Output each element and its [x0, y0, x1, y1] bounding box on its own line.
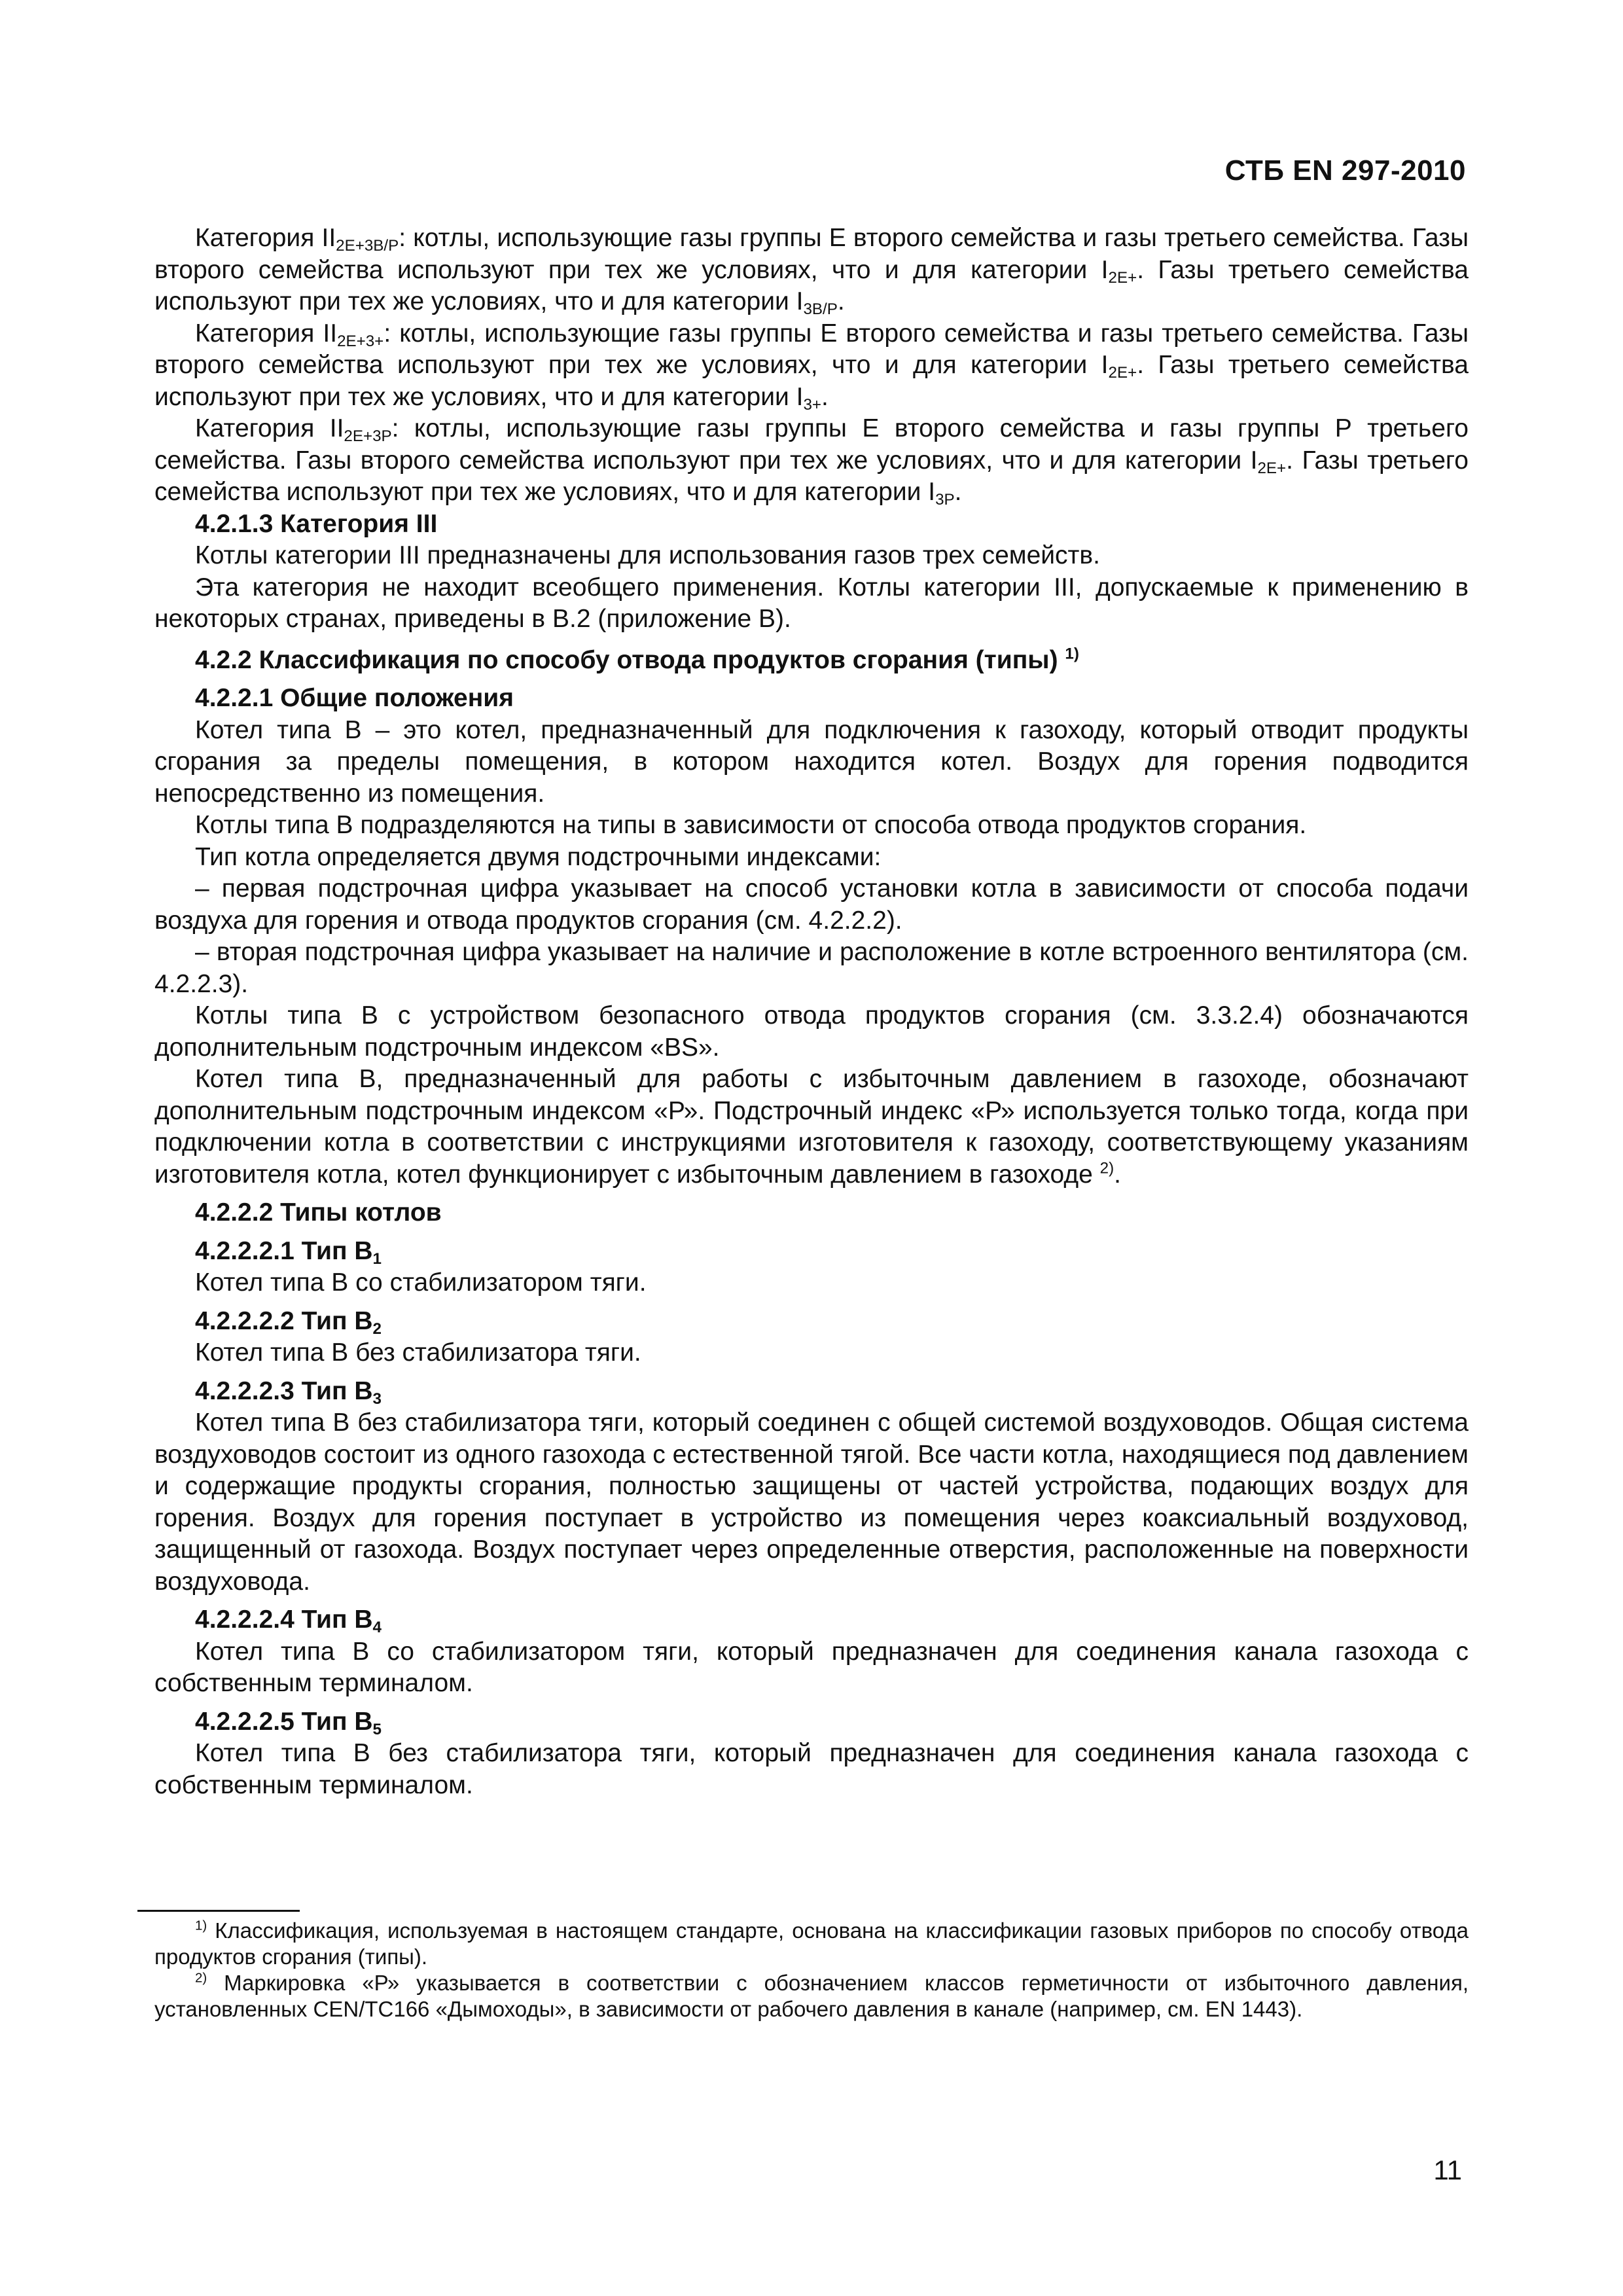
paragraph — [154, 1636, 1469, 1700]
paragraph — [154, 1738, 1469, 1801]
subscript: 2E+ — [1257, 459, 1287, 477]
section-heading — [154, 1604, 1469, 1636]
subscript: 3+ — [803, 395, 821, 414]
text-run: Категория II — [195, 319, 338, 348]
text-run: Категория II — [195, 414, 344, 442]
document-number: СТБ EN 297-2010 — [1224, 154, 1466, 187]
text-run: . — [837, 287, 845, 315]
section-heading — [154, 645, 1469, 677]
text-run: Котел типа В, предназначенный для работы с избыточным давлением в газоходе, обозначают дополнительным подстрочным индексом «Р». Подстрочный индекс «Р» используется только тогда, когда при подключении котла в соответствии с инструкциями изготовителя к газоходу, соответствующему указаниям изготовителя котла, котел функционирует с избыточным давлением в газоходе — [154, 1065, 1469, 1189]
text-run: . Газы третьего семейства используют при тех же условиях, что и для категории I — [154, 351, 1469, 411]
paragraph — [154, 1064, 1469, 1191]
paragraph — [154, 540, 1469, 572]
text-run: Котел типа В со стабилизатором тяги. — [195, 1268, 647, 1297]
text-run: 4.2.2.2.1 Тип В — [195, 1236, 373, 1265]
subscript: 1 — [372, 1249, 382, 1268]
text-run: – вторая подстрочная цифра указывает на наличие и расположение в котле встроенного вентилятора (см. 4.2.2.3). — [154, 938, 1469, 998]
subscript: 2 — [372, 1319, 382, 1338]
footnotes — [154, 1918, 1469, 2022]
subscript: 3P — [935, 490, 955, 509]
text-run: . Газы третьего семейства используют при тех же условиях, что и для категории I — [154, 255, 1469, 315]
subscript: 2E+3P — [344, 427, 392, 445]
main-text — [154, 223, 1469, 1801]
page-number: 11 — [1433, 2155, 1462, 2185]
text-run: Котлы типа В подразделяются на типы в зависимости от способа отвода продуктов сгорания. — [195, 811, 1307, 839]
superscript: 1) — [195, 1918, 207, 1933]
text-run: 4.2.2.2.5 Тип В — [195, 1707, 373, 1736]
paragraph — [154, 842, 1469, 874]
paragraph — [154, 715, 1469, 810]
text-run: Тип котла определяется двумя подстрочными индексами: — [195, 842, 882, 871]
paragraph — [154, 810, 1469, 842]
text-run: 4.2.2.1 Общие положения — [195, 684, 514, 712]
text-run: 4.2.2.2.4 Тип В — [195, 1605, 373, 1634]
paragraph — [154, 1407, 1469, 1598]
text-run: Классификация, используемая в настоящем стандарте, основана на классификации газовых приборов по способу отвода продуктов сгорания (типы). — [154, 1918, 1469, 1969]
text-run: Маркировка «Р» указывается в соответствии с обозначением классов герметичности от избыточного давления, установленных CEN/TC166 «Дымоходы», в зависимости от рабочего давления в канале (например, см. EN 1443). — [154, 1971, 1469, 2021]
paragraph — [154, 1267, 1469, 1299]
text-run: 4.2.2.2.3 Тип В — [195, 1376, 373, 1405]
footnote — [154, 1970, 1469, 2022]
text-run: . Газы третьего семейства используют при тех же условиях, что и для категории I — [154, 446, 1469, 506]
section-heading — [154, 509, 1469, 541]
text-run: 4.2.2.2 Типы котлов — [195, 1198, 442, 1227]
text-run: 4.2.2.2.2 Тип В — [195, 1306, 373, 1335]
subscript: 2E+3+ — [337, 332, 384, 350]
subscript: 3B/P — [803, 300, 838, 318]
text-run: 4.2.2 Классификация по способу отвода продуктов сгорания (типы) — [195, 645, 1065, 674]
text-run: : котлы, использующие газы группы Е второго семейства и газы группы Р третьего семейства. Газы второго семейства используют при тех же условиях, что и для категории I — [154, 414, 1469, 475]
text-run: Котел типа В без стабилизатора тяги. — [195, 1338, 641, 1367]
footnote — [154, 1918, 1469, 1970]
text-run: . — [1114, 1160, 1122, 1189]
text-run: . — [821, 382, 829, 411]
subscript: 2E+ — [1108, 363, 1137, 382]
text-run: Котел типа В со стабилизатором тяги, который предназначен для соединения канала газохода с собственным терминалом. — [154, 1637, 1469, 1697]
superscript: 1) — [1065, 645, 1079, 662]
subscript: 2E+3B/P — [336, 236, 399, 255]
section-heading — [154, 1306, 1469, 1338]
text-run: 4.2.1.3 Категория III — [195, 509, 438, 538]
footnote-separator — [137, 1910, 300, 1912]
paragraph — [154, 1337, 1469, 1369]
text-run: Котел типа В без стабилизатора тяги, который предназначен для соединения канала газохода с собственным терминалом. — [154, 1739, 1469, 1799]
text-run: : котлы, использующие газы группы Е второго семейства и газы третьего семейства. Газы второго семейства используют при тех же условиях, что и для категории I — [154, 224, 1469, 284]
section-heading — [154, 1236, 1469, 1268]
paragraph — [154, 413, 1469, 509]
subscript: 5 — [372, 1720, 382, 1738]
section-heading — [154, 1706, 1469, 1738]
text-run: Котел типа В без стабилизатора тяги, который соединен с общей системой воздуховодов. Общая система воздуховодов состоит из одного газохода с естественной тягой. Все части котла, находящиеся под давлением и содержащие продукты сгорания, полностью защищены от частей устройства, подающих воздух для горения. Воздух для горения поступает в устройство из помещения через коаксиальный воздуховод, защищенный от газохода. Воздух поступает через определенные отверстия, расположенные на поверхности воздуховода. — [154, 1408, 1469, 1596]
text-run: Категория II — [195, 224, 336, 252]
text-run: Котлы категории III предназначены для использования газов трех семейств. — [195, 541, 1100, 569]
text-run: Котлы типа В с устройством безопасного отвода продуктов сгорания (см. 3.3.2.4) обозначаются дополнительным подстрочным индексом «BS». — [154, 1001, 1469, 1062]
paragraph — [154, 873, 1469, 937]
paragraph — [154, 223, 1469, 318]
text-run: Эта категория не находит всеобщего применения. Котлы категории III, допускаемые к применению в некоторых странах, приведены в В.2 (приложение В). — [154, 573, 1469, 633]
subscript: 3 — [372, 1390, 382, 1408]
subscript: 4 — [372, 1618, 382, 1636]
section-heading — [154, 1197, 1469, 1229]
superscript: 2) — [1099, 1159, 1115, 1177]
superscript: 2) — [195, 1970, 207, 1986]
text-run: – первая подстрочная цифра указывает на способ установки котла в зависимости от способа подачи воздуха для горения и отвода продуктов сгорания (см. 4.2.2.2). — [154, 874, 1469, 935]
section-heading — [154, 1376, 1469, 1408]
paragraph — [154, 572, 1469, 636]
subscript: 2E+ — [1108, 268, 1137, 287]
text-run: . — [954, 478, 962, 506]
paragraph — [154, 318, 1469, 414]
text-run: : котлы, использующие газы группы Е второго семейства и газы третьего семейства. Газы второго семейства используют при тех же условиях, что и для категории I — [154, 319, 1469, 379]
section-heading — [154, 683, 1469, 715]
text-run: Котел типа В – это котел, предназначенный для подключения к газоходу, который отводит продукты сгорания за пределы помещения, в котором находится котел. Воздух для горения подводится непосредственно из помещения. — [154, 715, 1469, 808]
paragraph — [154, 1000, 1469, 1064]
paragraph — [154, 937, 1469, 1000]
